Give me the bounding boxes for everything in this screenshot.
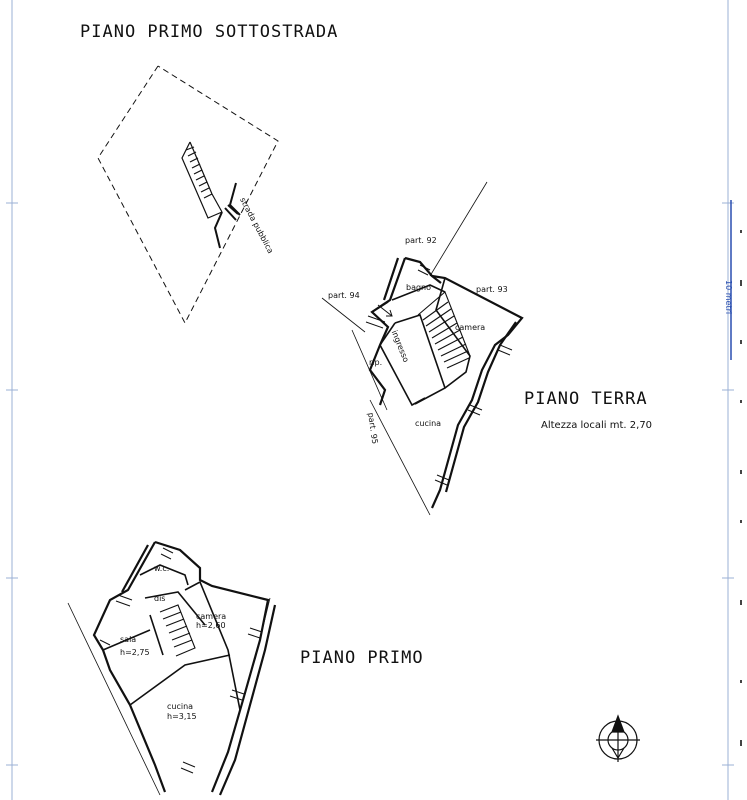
- label-part-94: part. 94: [328, 291, 360, 300]
- first-doors-windows: [100, 548, 262, 773]
- label-camera-ground: camera: [455, 323, 486, 332]
- basement-title: PIANO PRIMO SOTTOSTRADA: [80, 22, 339, 42]
- boundary-line-92: [430, 182, 487, 276]
- label-rip: rip.: [369, 358, 383, 367]
- label-sala: sala: [120, 635, 137, 644]
- ground-floor-title: PIANO TERRA: [524, 389, 648, 409]
- label-part-92: part. 92: [405, 236, 437, 245]
- label-camera-first: camera: [196, 612, 227, 621]
- basement-stair: [182, 142, 222, 218]
- right-margin-text-marks: [740, 230, 742, 746]
- scale-label: 10 metri: [724, 280, 733, 315]
- label-part-93: part. 93: [476, 285, 508, 294]
- ground-floor-plan: [322, 182, 522, 515]
- first-floor-plan: [68, 542, 275, 795]
- ground-floor-height-note: Altezza locali mt. 2,70: [541, 420, 653, 431]
- label-dis: dis: [154, 594, 166, 603]
- first-floor-title: PIANO PRIMO: [300, 648, 424, 668]
- boundary-line-94: [322, 298, 365, 332]
- label-cucina-first: cucina: [167, 702, 194, 711]
- label-cucina-height: h=3,15: [167, 712, 197, 721]
- label-camera-height: h=2,60: [196, 621, 226, 630]
- label-ingresso: ingresso: [389, 329, 411, 364]
- boundary-line-95-b: [370, 400, 430, 515]
- basement-walls: [215, 183, 240, 248]
- entry-arrow: [378, 305, 392, 316]
- label-part-95: part. 95: [366, 412, 380, 445]
- north-arrow-icon: [596, 716, 640, 762]
- label-strada-pubblica: strada pubblica: [238, 196, 276, 256]
- label-cucina-ground: cucina: [415, 419, 442, 428]
- label-sala-height: h=2,75: [120, 648, 150, 657]
- basement-plan: [98, 66, 278, 323]
- label-bagno: bagno: [406, 283, 432, 292]
- basement-boundary: [98, 66, 278, 323]
- label-wc: w.c.: [154, 564, 170, 573]
- first-stair: [160, 605, 195, 656]
- first-outer-walls: [94, 542, 275, 795]
